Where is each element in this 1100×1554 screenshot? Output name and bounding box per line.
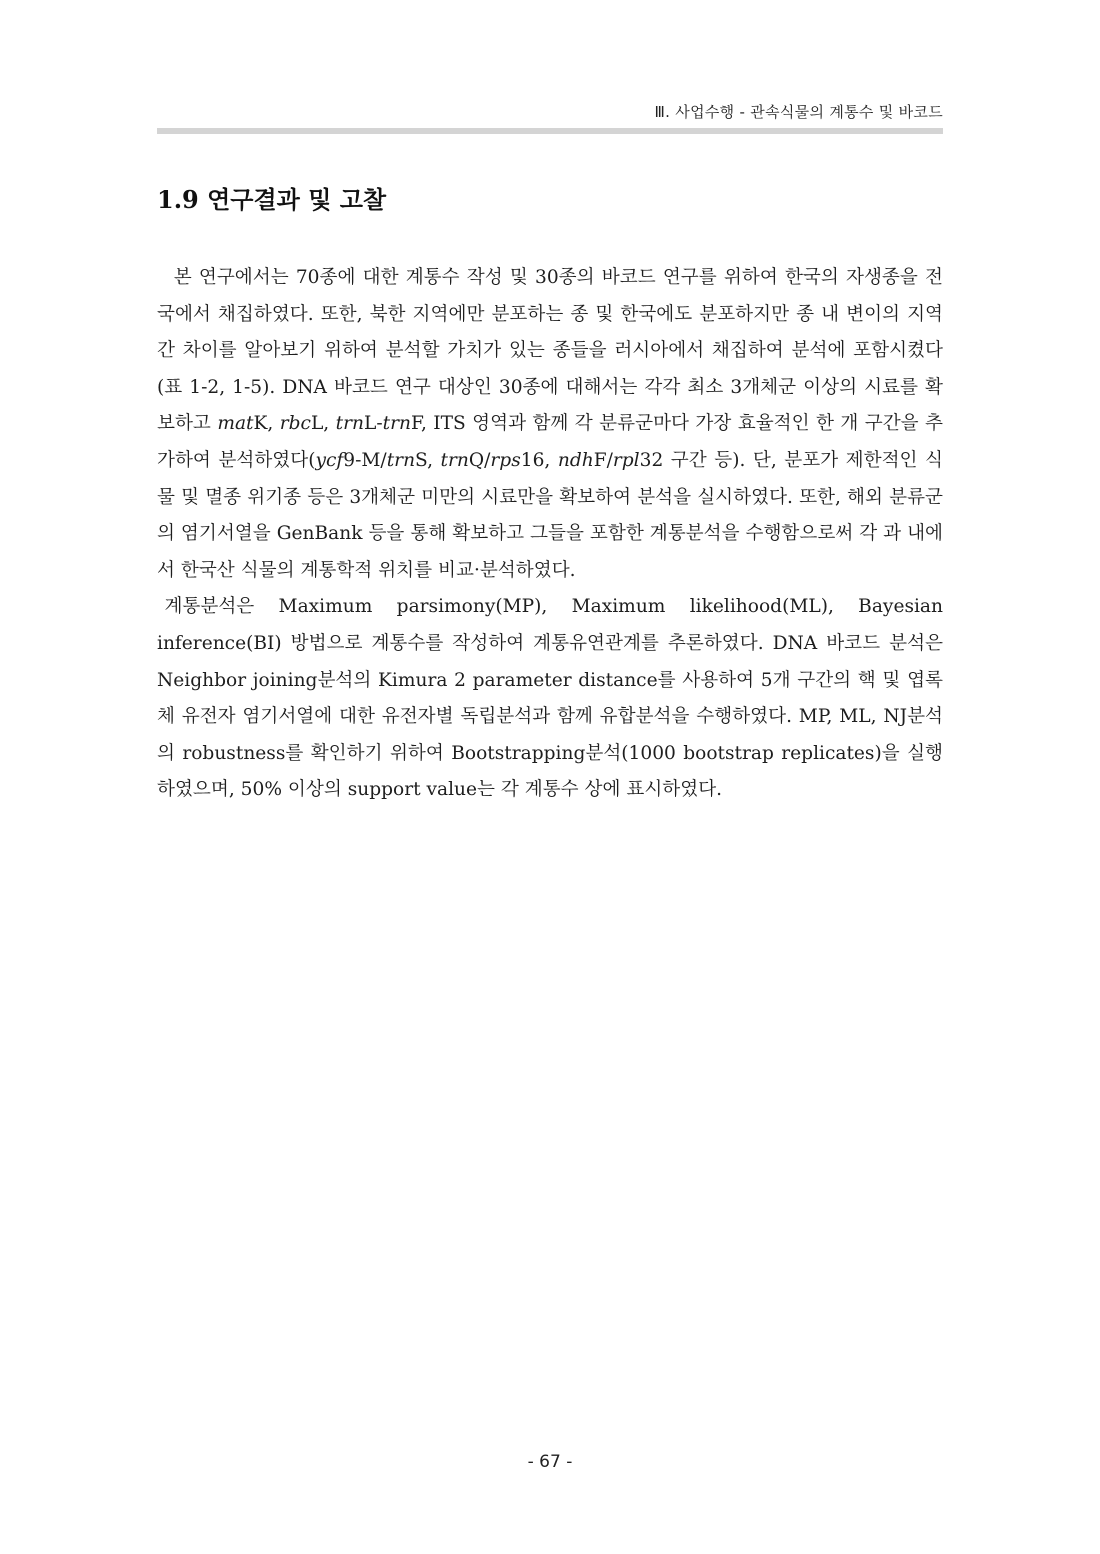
gene-name: rbc [279, 413, 311, 435]
text-run: L- [363, 413, 383, 435]
gene-name: mat [217, 413, 254, 435]
gene-name: trn [386, 449, 416, 471]
page-number: - 67 - [527, 1452, 573, 1472]
gene-name: trn [382, 413, 411, 435]
text-run: F, ITS 영역과 함께 각 분류군마다 가장 효율적인 한 개 구간을 추가하여 분석하였다( [157, 413, 944, 471]
text-run: 32 구간 등). 단, 분포가 제한적인 식물 및 멸종 위기종 등은 3개체군 미만의 시료만을 확보하여 분석을 실시하였다. 또한, 해외 분류군의 염기서열을 GenBank 등을 통해 확보하고 그들을 포함한 계통분석을 수행함으로써 각 과 내에서 한국산 식물의 계통학적 위치를 비교·분석하였다. [157, 449, 943, 581]
paragraph-2: 계통분석은 Maximum parsimony(MP), Maximum likelihood(ML), Bayesian inference(BI) 방법으로 계통수를 작성하여 계통유연관계를 추론하였다. DNA 바코드 분석은 Neighbor joining분석의 Kimura 2 parameter distance를 사용하여 5개 구간의 핵 및 엽록체 유전자 염기서열에 대한 유전자별 독립분석과 함께 유합분석을 수행하였다. MP, ML, NJ분석의 robustness를 확인하기 위하여 Bootstrapping분석(1000 bootstrap replicates)을 실행하였으며, 50% 이상의 support value는 각 계통수 상에 표시하였다. [157, 596, 943, 801]
text-run: K, [253, 413, 280, 435]
gene-name: rps [490, 449, 521, 471]
paragraph-1 [157, 260, 943, 589]
section-title: 1.9 연구결과 및 고찰 [157, 185, 387, 214]
gene-name: ndh [557, 449, 594, 471]
body-text [157, 260, 943, 809]
gene-name: rpl [612, 449, 640, 471]
text-run: 9-M/ [343, 449, 387, 471]
text-run: Q/ [468, 449, 491, 471]
gene-name: trn [335, 413, 364, 435]
running-header: Ⅲ. 사업수행 - 관속식물의 계통수 및 바코드 [654, 103, 943, 121]
text-run: F/ [593, 449, 613, 471]
text-run: S, [415, 449, 441, 471]
gene-name: trn [440, 449, 469, 471]
text-run: 16, [520, 449, 558, 471]
gene-name: ycf [315, 449, 344, 471]
header-divider [157, 128, 943, 134]
text-run: L, [310, 413, 336, 435]
text-run: 본 연구에서는 70종에 대한 계통수 작성 및 30종의 바코드 연구를 위하여 한국의 자생종을 전국에서 채집하였다. 또한, 북한 지역에만 분포하는 종 및 한국에도 분포하지만 종 내 변이의 지역 간 차이를 알아보기 위하여 분석할 가치가 있는 종들을 러시아에서 채집하여 분석에 포함시켰다(표 1-2, 1-5). DNA 바코드 연구 대상인 30종에 대해서는 각각 최소 3개체군 이상의 시료를 확보하고 [157, 267, 943, 435]
